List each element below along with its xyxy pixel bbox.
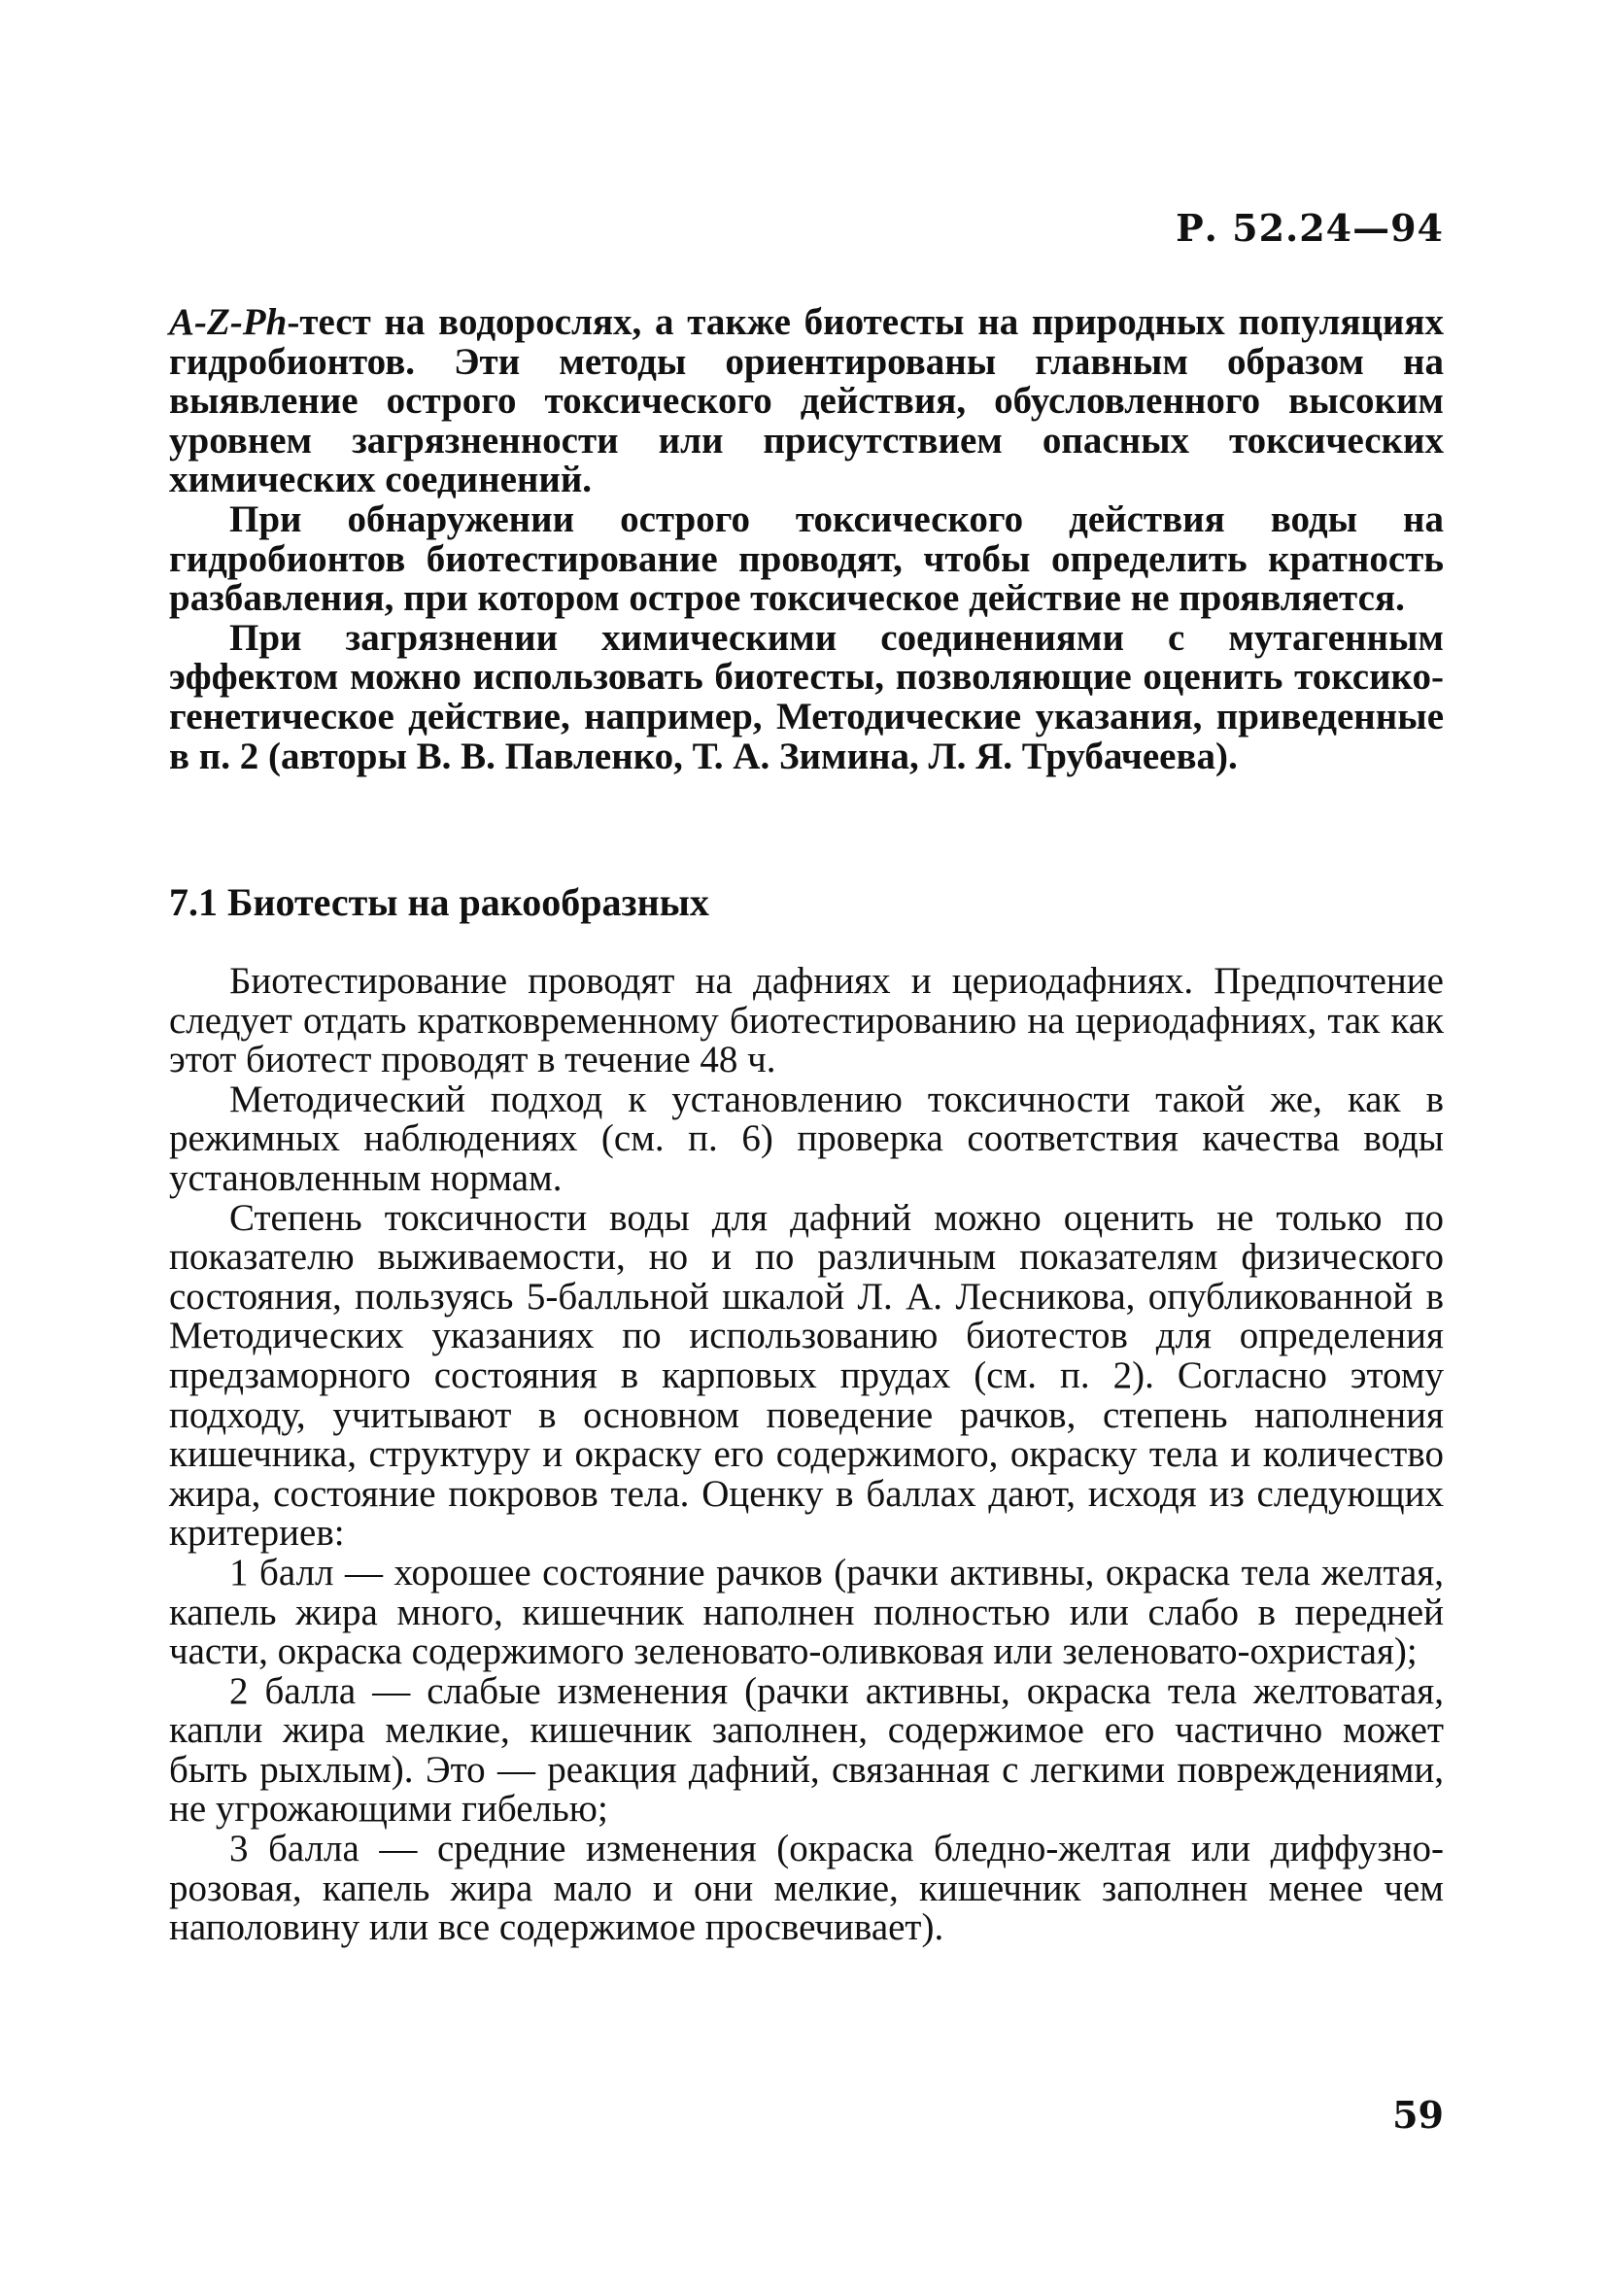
intro-paragraph-3: При загрязнении химическими соединениями с мутагенным эффектом можно использовать биотесты, позволяющие оценить токсико-генетическое действие, например, Методические указания, приведенные в п. 2 (авторы В. В. Павленко, Т. А. Зимина, Л. Я. Трубачеева).	[169, 616, 1444, 777]
intro-text	[169, 303, 1444, 776]
section-paragraph: Биотестирование проводят на дафниях и цериодафниях. Предпочтение следует отдать кратковременному биотестированию на цериодафниях, так как этот биотест проводят в течение 48 ч.	[169, 960, 1444, 1081]
criteria-item-2: 2 балла — слабые изменения (рачки активны, окраска тела желтоватая, капли жира мелкие, кишечник заполнен, содержимое его частично может быть рыхлым). Это — реакция дафний, связанная с легкими повреждениями, не угрожающими гибелью;	[169, 1669, 1444, 1831]
section-heading: 7.1 Биотесты на ракообразных	[169, 880, 709, 924]
criteria-item-3: 3 балла — средние изменения (окраска бледно-желтая или диффузно-розовая, капель жира мало и они мелкие, кишечник заполнен менее чем наполовину или все содержимое просвечивает).	[169, 1828, 1444, 1949]
page-number: 59	[1392, 2093, 1444, 2137]
test-name-prefix: A-Z-Ph	[169, 301, 288, 343]
document-code: Р. 52.24—94	[1176, 206, 1444, 250]
criteria-item-1: 1 балл — хорошее состояние рачков (рачки активны, окраска тела желтая, капель жира много, кишечник наполнен полностью или слабо в передней части, окраска содержимого зеленовато-оливковая или зеленовато-охристая);	[169, 1551, 1444, 1673]
intro-paragraph-1-text: -тест на водорослях, а также биотесты на природных популяциях гидробионтов. Эти методы ориентированы главным образом на выявление острого токсического действия, обусловленного высоким уровнем загрязненности или присутствием опасных токсических химических соединений.	[169, 301, 1444, 501]
section-paragraph: Степень токсичности воды для дафний можно оценить не только по показателю выживаемости, но и по различным показателям физического состояния, пользуясь 5-балльной шкалой Л. А. Лесникова, опубликованной в Методических указаниях по использованию биотестов для определения предзаморного состояния в карповых прудах (см. п. 2). Согласно этому подходу, учитывают в основном поведение рачков, степень наполнения кишечника, структуру и окраску его содержимого, окраску тела и количество жира, состояние покровов тела. Оценку в баллах дают, исходя из следующих критериев:	[169, 1196, 1444, 1555]
intro-paragraph-1	[169, 303, 1444, 500]
intro-paragraph-2: При обнаружении острого токсического действия воды на гидробионтов биотестирование проводят, чтобы определить кратность разбавления, при котором острое токсическое действие не проявляется.	[169, 497, 1444, 620]
section-body	[169, 962, 1444, 1948]
section-paragraph: Методический подход к установлению токсичности такой же, как в режимных наблюдениях (см. п. 6) проверка соответствия качества воды установленным нормам.	[169, 1078, 1444, 1199]
